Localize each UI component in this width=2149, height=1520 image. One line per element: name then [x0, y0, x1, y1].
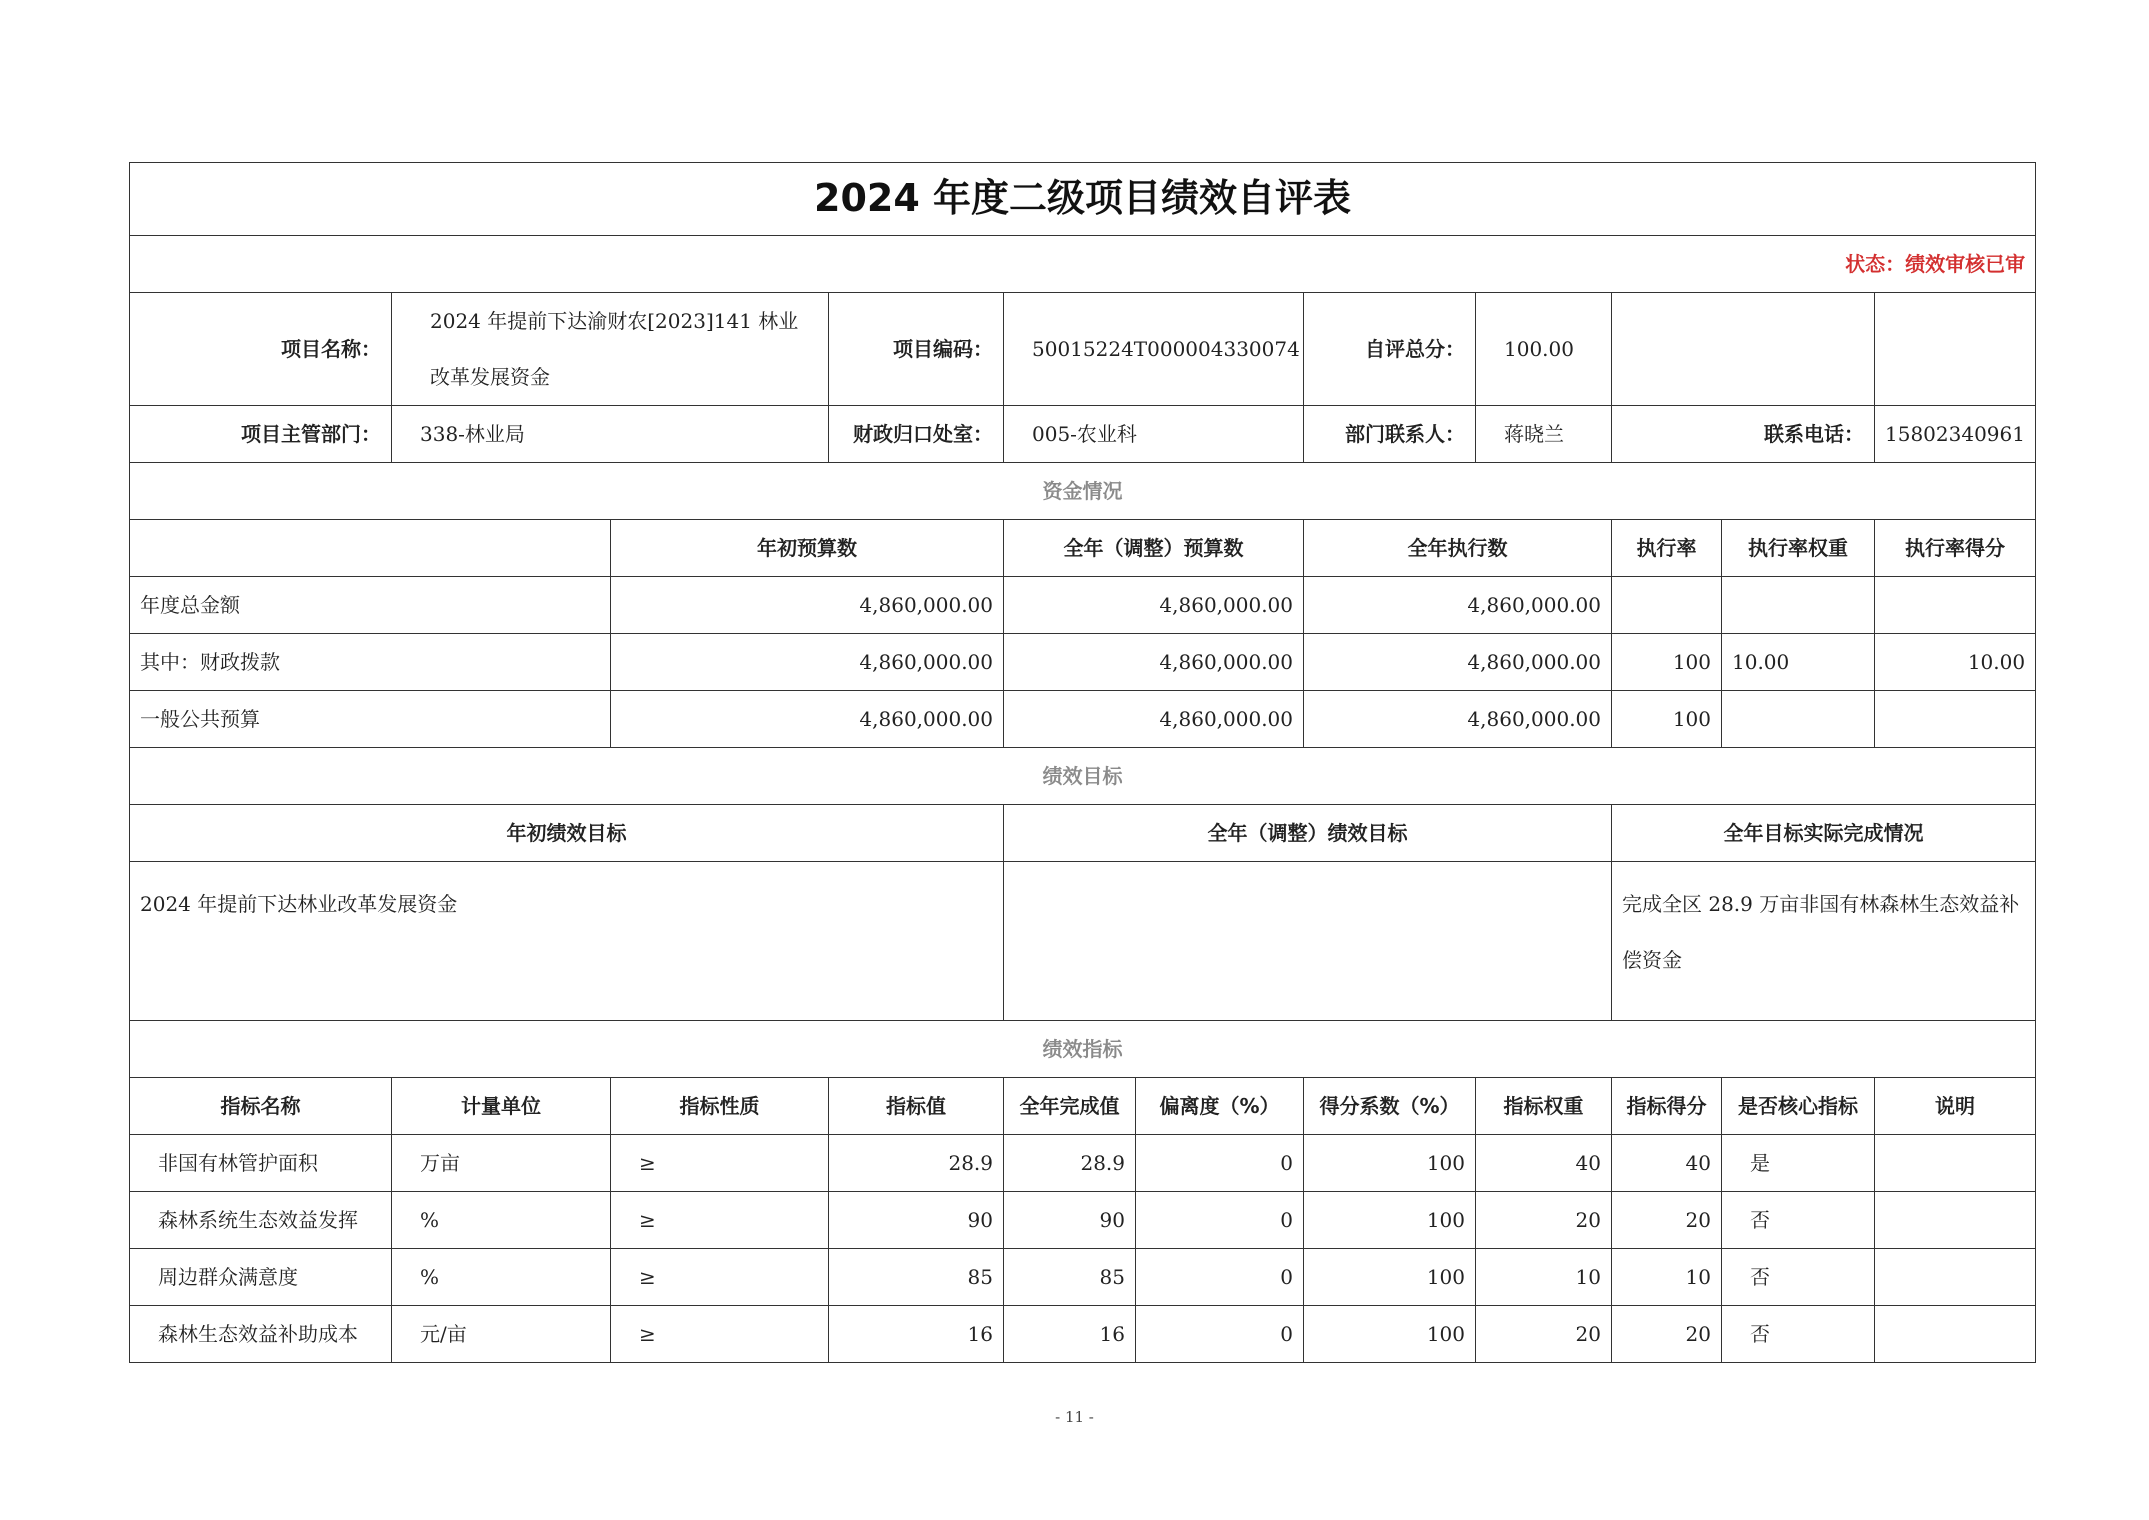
actual-completion: 完成全区 28.9 万亩非国有林森林生态效益补偿资金: [1612, 862, 2036, 1021]
indicator-header: 是否核心指标: [1722, 1078, 1875, 1135]
project-name-text: 2024 年提前下达渝财农[2023]141 林业改革发展资金: [430, 309, 799, 389]
project-code-value: 50015224T000004330074: [1004, 293, 1304, 406]
phone-label: 联系电话：: [1612, 406, 1875, 463]
goals-section-title: 绩效目标: [130, 748, 2036, 805]
indicator-score: 40: [1612, 1135, 1722, 1192]
indicator-core: 是: [1722, 1135, 1875, 1192]
indicators-section-title: 绩效指标: [130, 1021, 2036, 1078]
funds-executed: 4,860,000.00: [1304, 577, 1612, 634]
indicator-unit: 万亩: [392, 1135, 611, 1192]
finance-office-label: 财政归口处室：: [829, 406, 1004, 463]
indicator-coefficient: 100: [1304, 1135, 1476, 1192]
indicator-score: 20: [1612, 1306, 1722, 1363]
indicator-header: 全年完成值: [1004, 1078, 1136, 1135]
indicator-note: [1875, 1306, 2036, 1363]
project-name-label: 项目名称：: [130, 293, 392, 406]
funds-header: 全年（调整）预算数: [1004, 520, 1304, 577]
funds-adjusted: 4,860,000.00: [1004, 577, 1304, 634]
indicator-done: 85: [1004, 1249, 1136, 1306]
indicator-note: [1875, 1249, 2036, 1306]
funds-header: 执行率得分: [1875, 520, 2036, 577]
indicator-deviation: 0: [1136, 1306, 1304, 1363]
funds-header: 执行率权重: [1722, 520, 1875, 577]
phone-value: 15802340961: [1875, 406, 2036, 463]
indicator-unit: %: [392, 1192, 611, 1249]
indicator-deviation: 0: [1136, 1192, 1304, 1249]
indicator-row: [130, 1306, 2036, 1363]
funds-section-title: 资金情况: [130, 463, 2036, 520]
goals-header: 全年目标实际完成情况: [1612, 805, 2036, 862]
indicator-deviation: 0: [1136, 1249, 1304, 1306]
adjusted-goal: [1004, 862, 1612, 1021]
indicator-weight: 40: [1476, 1135, 1612, 1192]
indicator-header: 指标值: [829, 1078, 1004, 1135]
initial-goal: 2024 年提前下达林业改革发展资金: [130, 862, 1004, 1021]
indicator-core: 否: [1722, 1306, 1875, 1363]
indicator-name: 森林生态效益补助成本: [130, 1306, 392, 1363]
indicator-coefficient: 100: [1304, 1306, 1476, 1363]
indicator-note: [1875, 1135, 2036, 1192]
indicator-row: [130, 1135, 2036, 1192]
empty-cell: [1612, 293, 1875, 406]
indicator-score: 10: [1612, 1249, 1722, 1306]
indicators-header-row: [130, 1078, 2036, 1135]
performance-self-evaluation-table: [129, 162, 2036, 1363]
funds-rate: 100: [1612, 691, 1722, 748]
indicator-nature: ≥: [611, 1249, 829, 1306]
status-row: [130, 236, 2036, 293]
indicator-header: 指标得分: [1612, 1078, 1722, 1135]
goals-header-row: [130, 805, 2036, 862]
indicator-row: [130, 1249, 2036, 1306]
self-score-label: 自评总分：: [1304, 293, 1476, 406]
indicator-score: 20: [1612, 1192, 1722, 1249]
indicator-weight: 20: [1476, 1192, 1612, 1249]
indicator-value: 85: [829, 1249, 1004, 1306]
indicator-nature: ≥: [611, 1135, 829, 1192]
project-code-label: 项目编码：: [829, 293, 1004, 406]
funds-header: 全年执行数: [1304, 520, 1612, 577]
indicator-value: 16: [829, 1306, 1004, 1363]
funds-header: 年初预算数: [611, 520, 1004, 577]
funds-executed: 4,860,000.00: [1304, 691, 1612, 748]
contact-person-value: 蒋晓兰: [1476, 406, 1612, 463]
project-name-value: [392, 293, 829, 406]
status-badge: 状态：绩效审核已审: [1845, 252, 2026, 276]
indicator-header: 指标权重: [1476, 1078, 1612, 1135]
indicator-done: 28.9: [1004, 1135, 1136, 1192]
indicator-header: 计量单位: [392, 1078, 611, 1135]
indicator-weight: 10: [1476, 1249, 1612, 1306]
funds-header-row: [130, 520, 2036, 577]
indicator-name: 森林系统生态效益发挥: [130, 1192, 392, 1249]
funds-row: [130, 691, 2036, 748]
indicator-name: 周边群众满意度: [130, 1249, 392, 1306]
funds-row-name: 一般公共预算: [130, 691, 611, 748]
funds-weight: [1722, 691, 1875, 748]
indicator-note: [1875, 1192, 2036, 1249]
indicator-coefficient: 100: [1304, 1249, 1476, 1306]
funds-score: [1875, 577, 2036, 634]
indicator-header: 得分系数（%）: [1304, 1078, 1476, 1135]
funds-initial: 4,860,000.00: [611, 634, 1004, 691]
indicator-row: [130, 1192, 2036, 1249]
indicator-value: 90: [829, 1192, 1004, 1249]
department-info-row: [130, 406, 2036, 463]
indicator-coefficient: 100: [1304, 1192, 1476, 1249]
funds-rate: [1612, 577, 1722, 634]
funds-row-name: 年度总金额: [130, 577, 611, 634]
funds-row-name: 其中：财政拨款: [130, 634, 611, 691]
indicator-header: 指标性质: [611, 1078, 829, 1135]
goals-content-row: [130, 862, 2036, 1021]
funds-executed: 4,860,000.00: [1304, 634, 1612, 691]
finance-office-value: 005-农业科: [1004, 406, 1304, 463]
indicator-header: 说明: [1875, 1078, 2036, 1135]
indicator-nature: ≥: [611, 1306, 829, 1363]
funds-initial: 4,860,000.00: [611, 577, 1004, 634]
indicator-name: 非国有林管护面积: [130, 1135, 392, 1192]
funds-initial: 4,860,000.00: [611, 691, 1004, 748]
indicator-header: 指标名称: [130, 1078, 392, 1135]
indicator-deviation: 0: [1136, 1135, 1304, 1192]
funds-adjusted: 4,860,000.00: [1004, 634, 1304, 691]
self-score-value: 100.00: [1476, 293, 1612, 406]
contact-person-label: 部门联系人：: [1304, 406, 1476, 463]
goals-header: 年初绩效目标: [130, 805, 1004, 862]
indicator-unit: %: [392, 1249, 611, 1306]
goals-header: 全年（调整）绩效目标: [1004, 805, 1612, 862]
indicator-value: 28.9: [829, 1135, 1004, 1192]
funds-score: 10.00: [1875, 634, 2036, 691]
funds-weight: [1722, 577, 1875, 634]
indicator-unit: 元/亩: [392, 1306, 611, 1363]
funds-row: [130, 577, 2036, 634]
page-title: 2024 年度二级项目绩效自评表: [130, 163, 2036, 236]
indicator-header: 偏离度（%）: [1136, 1078, 1304, 1135]
project-info-row: [130, 293, 2036, 406]
funds-rate: 100: [1612, 634, 1722, 691]
department-label: 项目主管部门：: [130, 406, 392, 463]
page-number: - 11 -: [1055, 1408, 1094, 1426]
indicator-done: 90: [1004, 1192, 1136, 1249]
funds-row: [130, 634, 2036, 691]
indicator-weight: 20: [1476, 1306, 1612, 1363]
indicator-core: 否: [1722, 1192, 1875, 1249]
department-value: 338-林业局: [392, 406, 829, 463]
indicator-nature: ≥: [611, 1192, 829, 1249]
indicator-core: 否: [1722, 1249, 1875, 1306]
funds-adjusted: 4,860,000.00: [1004, 691, 1304, 748]
empty-cell: [130, 520, 611, 577]
indicator-done: 16: [1004, 1306, 1136, 1363]
funds-score: [1875, 691, 2036, 748]
funds-header: 执行率: [1612, 520, 1722, 577]
funds-weight: 10.00: [1722, 634, 1875, 691]
empty-cell: [1875, 293, 2036, 406]
